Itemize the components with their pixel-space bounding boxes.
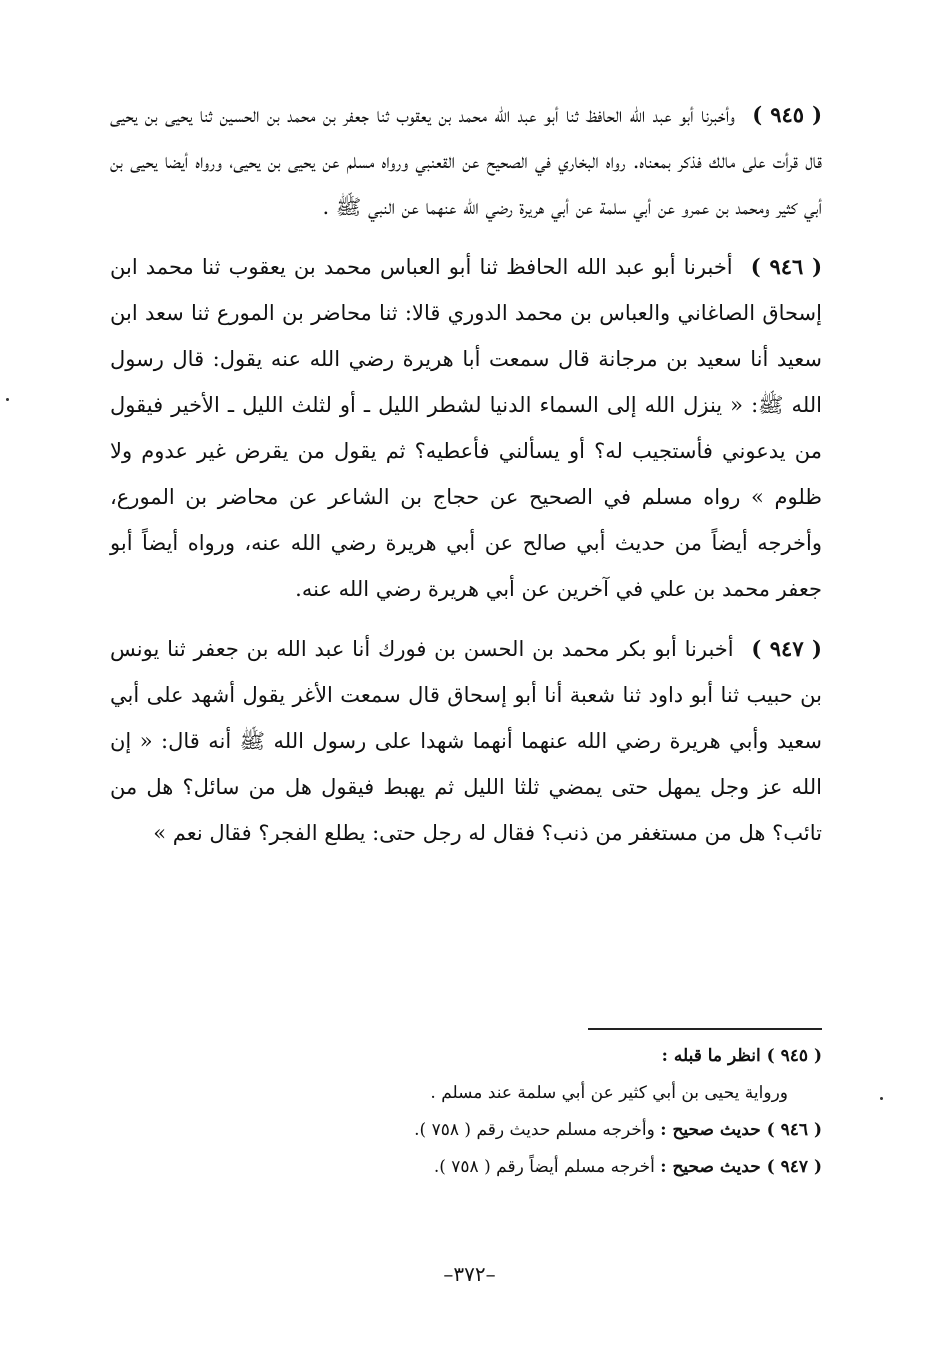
hadith-946 xyxy=(110,244,822,612)
page-number: –٣٧٢– xyxy=(443,1262,496,1286)
footnote-text: ورواية يحيى بن أبي كثير عن أبي سلمة عند مسلم . xyxy=(430,1083,788,1103)
footnote-946 xyxy=(300,1112,822,1149)
footnote-divider xyxy=(588,1028,822,1030)
footnote-label: ( ٩٤٦ ) حديث صحيح : xyxy=(660,1120,822,1140)
hadith-945 xyxy=(110,92,822,230)
hadith-number: ( ٩٤٥ ) xyxy=(752,102,823,127)
hadith-text: أخبرنا أبو بكر محمد بن الحسن بن فورك أنا عبد الله بن جعفر ثنا يونس بن حبيب ثنا أبو داود ثنا شعبة أنا أبو إسحاق قال سمعت الأغر يقول أشهد على أبي سعيد وأبي هريرة رضي الله عنهما أنهما شهدا على رسول الله ﷺ أنه قال: « إن الله عز وجل يمهل حتى يمضي ثلثا الليل ثم يهبط فيقول هل من سائل؟ هل من تائب؟ هل من مستغفر من ذنب؟ فقال له رجل حتى: يطلع الفجر؟ فقال نعم » xyxy=(110,637,822,845)
hadith-text: أخبرنا أبو عبد الله الحافظ ثنا أبو العباس محمد بن يعقوب ثنا محمد ابن إسحاق الصاغاني والعباس بن محمد الدوري قالا: ثنا محاضر بن المورع ثنا سعد ابن سعيد أنا سعيد بن مرجانة قال سمعت أبا هريرة رضي الله عنه يقول: قال رسول الله ﷺ: « ينزل الله إلى السماء الدنيا لشطر الليل ـ أو لثلث الليل ـ الأخير فيقول من يدعوني فأستجيب له؟ أو يسألني فأعطيه؟ ثم يقول من يقرض غير عدوم ولا ظلوم » رواه مسلم في الصحيح عن حجاج بن الشاعر عن محاضر بن المورع، وأخرجه أيضاً من حديث أبي صالح عن أبي هريرة رضي الله عنه، ورواه أيضاً أبو جعفر محمد بن علي في آخرين عن أبي هريرة رضي الله عنه. xyxy=(110,255,822,601)
footnote-945 xyxy=(300,1038,822,1075)
footnotes xyxy=(300,1038,822,1186)
footnote-945-continuation xyxy=(300,1075,822,1112)
footnote-label: ( ٩٤٥ ) انظر ما قبله : xyxy=(661,1046,822,1066)
footnote-text: أخرجه مسلم أيضاً رقم ( ٧٥٨ ). xyxy=(433,1157,655,1177)
main-text xyxy=(110,92,822,870)
footnote-text: وأخرجه مسلم حديث رقم ( ٧٥٨ ). xyxy=(414,1120,655,1140)
scan-speck xyxy=(6,398,9,401)
hadith-number: ( ٩٤٦ ) xyxy=(750,254,823,279)
footnote-947 xyxy=(300,1149,822,1186)
hadith-947 xyxy=(110,626,822,856)
hadith-text: وأخبرنا أبو عبد الله الحافظ ثنا أبو عبد الله محمد بن يعقوب ثنا جعفر بن محمد بن الحسين ثنا يحيى بن يحيى قال قرأت على مالك فذكر بمعناه. رواه البخاري في الصحيح عن القعنبي ورواه مسلم عن يحيى بن يحيى، ورواه أيضا يحيى بن أبي كثير ومحمد بن عمرو عن أبي سلمة عن أبي هريرة رضي الله عنهما عن النبي ﷺ . xyxy=(110,103,822,219)
scan-speck xyxy=(880,1097,883,1100)
hadith-number: ( ٩٤٧ ) xyxy=(751,636,822,661)
footnote-label: ( ٩٤٧ ) حديث صحيح : xyxy=(660,1157,822,1177)
